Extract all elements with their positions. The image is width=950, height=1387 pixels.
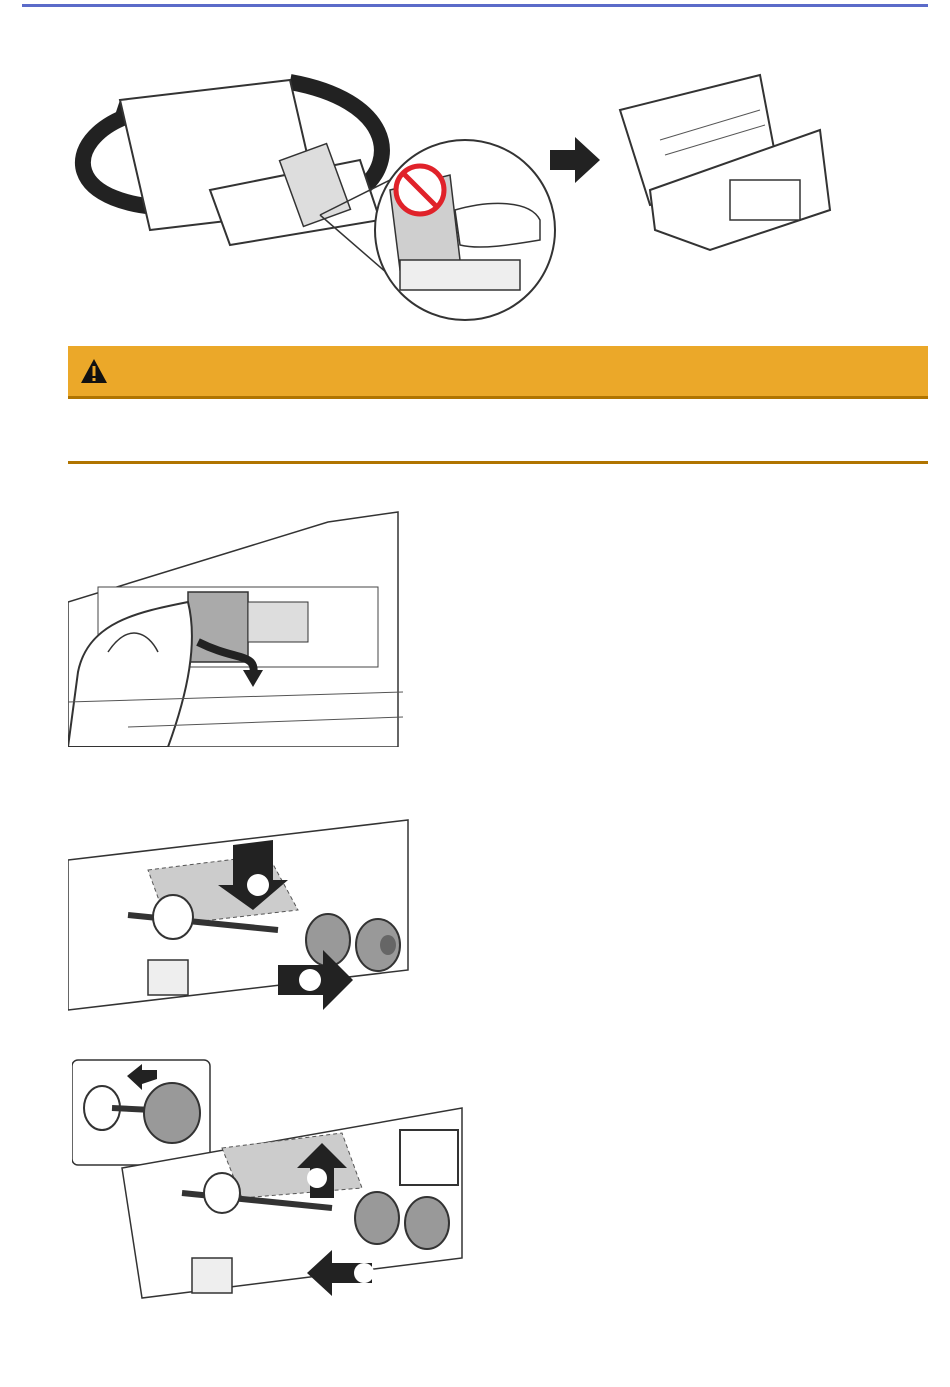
warning-body (68, 399, 928, 464)
callout-1 (354, 1263, 374, 1283)
top-accent-bar (22, 4, 928, 7)
warning-header (68, 346, 928, 399)
hand-lower-cover-illustration (68, 502, 403, 747)
callout-2 (307, 1168, 327, 1188)
reference-box (400, 1130, 458, 1185)
remove-roller-illustration (68, 800, 413, 1025)
callout-1 (247, 874, 269, 896)
install-roller-illustration (72, 1058, 467, 1303)
scanner-rotate-open-illustration (60, 40, 840, 340)
warning-triangle-icon (80, 358, 108, 384)
callout-2 (299, 969, 321, 991)
